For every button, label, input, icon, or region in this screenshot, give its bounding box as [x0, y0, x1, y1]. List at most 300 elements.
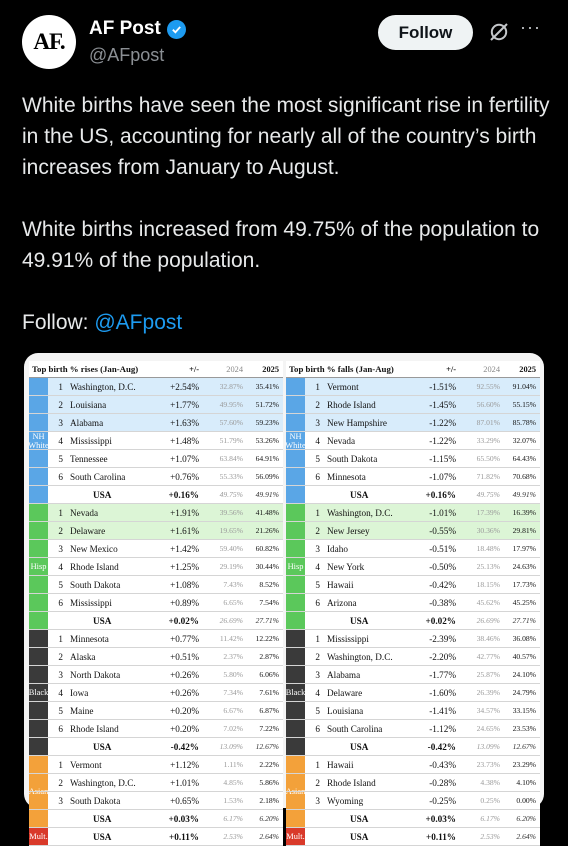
- value-2025-cell: 59.23%: [255, 418, 279, 427]
- value-2024-cell: 45.62%: [476, 598, 500, 607]
- usa-label: USA: [350, 489, 369, 500]
- table-row: [286, 540, 540, 558]
- change-cell: -1.22%: [429, 417, 456, 428]
- value-2024-cell: 38.46%: [476, 634, 500, 643]
- rank-cell: 1: [58, 507, 63, 518]
- change-cell: -1.22%: [429, 435, 456, 446]
- change-cell: +0.76%: [170, 471, 199, 482]
- value-2025-cell: 35.41%: [255, 382, 279, 391]
- column-header-2024: 2024: [483, 364, 500, 374]
- change-cell: -0.42%: [429, 579, 456, 590]
- table-row: [29, 468, 283, 486]
- value-2024-cell: 1.11%: [223, 760, 243, 769]
- usa-2024-cell: 26.69%: [219, 616, 243, 625]
- rank-cell: 6: [58, 723, 63, 734]
- usa-summary-row: [286, 810, 540, 828]
- state-cell: Maine: [70, 705, 94, 716]
- table-row: [286, 432, 540, 450]
- table-row: [286, 792, 540, 810]
- state-cell: Rhode Island: [327, 777, 376, 788]
- more-options-icon[interactable]: ···: [520, 17, 541, 37]
- usa-change-cell: +0.03%: [425, 813, 456, 824]
- state-cell: Alabama: [327, 669, 361, 680]
- group-mult: [29, 828, 283, 846]
- rank-cell: 3: [315, 417, 320, 428]
- state-cell: South Dakota: [70, 579, 121, 590]
- value-2024-cell: 23.73%: [476, 760, 500, 769]
- column-header-change: +/-: [446, 364, 456, 374]
- usa-2024-cell: 2.53%: [480, 832, 500, 841]
- value-2024-cell: 26.39%: [476, 688, 500, 697]
- usa-label: USA: [93, 489, 112, 500]
- value-2025-cell: 17.73%: [512, 580, 536, 589]
- rank-cell: 4: [315, 561, 320, 572]
- value-2024-cell: 18.48%: [476, 544, 500, 553]
- state-cell: Mississippi: [70, 597, 112, 608]
- state-cell: Delaware: [70, 525, 106, 536]
- state-cell: Nevada: [70, 507, 99, 518]
- value-2025-cell: 55.15%: [512, 400, 536, 409]
- value-2024-cell: 2.37%: [223, 652, 243, 661]
- state-cell: Mississippi: [327, 633, 369, 644]
- usa-2024-cell: 13.09%: [476, 742, 500, 751]
- table-row: [29, 648, 283, 666]
- rank-cell: 3: [315, 543, 320, 554]
- group-hisp: [286, 504, 540, 630]
- table-row: [29, 666, 283, 684]
- value-2024-cell: 24.65%: [476, 724, 500, 733]
- table-row: [286, 666, 540, 684]
- change-cell: +1.08%: [170, 579, 199, 590]
- table-row: [29, 378, 283, 396]
- group-white: [286, 378, 540, 504]
- usa-change-cell: +0.02%: [168, 615, 199, 626]
- state-cell: South Dakota: [70, 795, 121, 806]
- value-2024-cell: 7.02%: [223, 724, 243, 733]
- usa-summary-row: [29, 486, 283, 504]
- state-cell: Nevada: [327, 435, 356, 446]
- state-cell: Louisiana: [327, 705, 364, 716]
- state-cell: Washington, D.C.: [70, 381, 136, 392]
- usa-summary-row: [29, 828, 283, 846]
- state-cell: Rhode Island: [70, 561, 119, 572]
- rank-cell: 1: [315, 507, 320, 518]
- value-2025-cell: 21.26%: [255, 526, 279, 535]
- usa-summary-row: [29, 738, 283, 756]
- value-2025-cell: 30.44%: [255, 562, 279, 571]
- value-2025-cell: 64.43%: [512, 454, 536, 463]
- table-row: [29, 576, 283, 594]
- display-name[interactable]: AF Post: [89, 18, 161, 39]
- rank-cell: 3: [58, 543, 63, 554]
- value-2025-cell: 64.91%: [255, 454, 279, 463]
- table-row: [286, 414, 540, 432]
- usa-2025-cell: 2.64%: [516, 832, 536, 841]
- change-cell: +0.20%: [170, 723, 199, 734]
- table-row: [29, 432, 283, 450]
- usa-change-cell: -0.42%: [427, 741, 456, 752]
- follow-button[interactable]: Follow: [378, 15, 473, 50]
- change-cell: +1.01%: [170, 777, 199, 788]
- value-2024-cell: 4.85%: [223, 778, 243, 787]
- value-2024-cell: 57.60%: [219, 418, 243, 427]
- state-cell: Delaware: [327, 687, 363, 698]
- table-row: [286, 558, 540, 576]
- group-black: [286, 630, 540, 756]
- value-2024-cell: 25.87%: [476, 670, 500, 679]
- value-2024-cell: 7.34%: [223, 688, 243, 697]
- usa-2025-cell: 2.64%: [259, 832, 279, 841]
- value-2024-cell: 55.33%: [219, 472, 243, 481]
- group-label-mult: Mult.: [29, 828, 48, 845]
- usa-change-cell: +0.16%: [168, 489, 199, 500]
- tweet-text: [22, 90, 552, 338]
- usa-change-cell: +0.02%: [425, 615, 456, 626]
- rank-cell: 5: [315, 579, 320, 590]
- usa-change-cell: +0.11%: [169, 831, 199, 842]
- value-2024-cell: 30.36%: [476, 526, 500, 535]
- value-2025-cell: 24.63%: [512, 562, 536, 571]
- state-cell: Vermont: [327, 381, 359, 392]
- value-2024-cell: 6.65%: [223, 598, 243, 607]
- value-2025-cell: 5.86%: [259, 778, 279, 787]
- value-2025-cell: 33.15%: [512, 706, 536, 715]
- rank-cell: 3: [315, 669, 320, 680]
- group-label-hisp: Hisp: [29, 504, 48, 629]
- usa-2025-cell: 12.67%: [512, 742, 536, 751]
- column-header-2024: 2024: [226, 364, 243, 374]
- rank-cell: 4: [58, 561, 63, 572]
- rank-cell: 3: [58, 417, 63, 428]
- value-2024-cell: 29.19%: [219, 562, 243, 571]
- table-row: [29, 450, 283, 468]
- group-label-black: Black: [29, 630, 48, 755]
- table-row: [29, 594, 283, 612]
- change-cell: -0.50%: [429, 561, 456, 572]
- rank-cell: 1: [315, 633, 320, 644]
- value-2025-cell: 36.08%: [512, 634, 536, 643]
- rank-cell: 6: [315, 471, 320, 482]
- state-cell: Vermont: [70, 759, 102, 770]
- value-2025-cell: 41.48%: [255, 508, 279, 517]
- rank-cell: 4: [315, 435, 320, 446]
- change-cell: +0.65%: [170, 795, 199, 806]
- usa-change-cell: -0.42%: [170, 741, 199, 752]
- table-row: [286, 756, 540, 774]
- change-cell: -1.60%: [429, 687, 456, 698]
- table-row: [286, 630, 540, 648]
- value-2025-cell: 24.10%: [512, 670, 536, 679]
- table-row: [29, 540, 283, 558]
- usa-change-cell: +0.11%: [426, 831, 456, 842]
- state-cell: Iowa: [70, 687, 89, 698]
- value-2024-cell: 51.79%: [219, 436, 243, 445]
- value-2025-cell: 2.87%: [259, 652, 279, 661]
- value-2025-cell: 45.25%: [512, 598, 536, 607]
- usa-label: USA: [93, 831, 112, 842]
- rank-cell: 5: [315, 705, 320, 716]
- usa-summary-row: [29, 612, 283, 630]
- state-cell: Mississippi: [70, 435, 112, 446]
- value-2024-cell: 71.82%: [476, 472, 500, 481]
- value-2025-cell: 23.53%: [512, 724, 536, 733]
- handle[interactable]: @AFpost: [89, 45, 165, 65]
- state-cell: Hawaii: [327, 759, 354, 770]
- rank-cell: 6: [315, 597, 320, 608]
- group-asian: [286, 756, 540, 828]
- value-2024-cell: 18.15%: [476, 580, 500, 589]
- change-cell: +0.26%: [170, 669, 199, 680]
- value-2025-cell: 23.29%: [512, 760, 536, 769]
- state-cell: Louisiana: [70, 399, 107, 410]
- change-cell: -1.01%: [429, 507, 456, 518]
- change-cell: +1.48%: [170, 435, 199, 446]
- group-label-white: NH White: [286, 378, 305, 503]
- rank-cell: 3: [58, 669, 63, 680]
- rank-cell: 3: [315, 795, 320, 806]
- table-header-row: [286, 361, 540, 378]
- rank-cell: 1: [58, 381, 63, 392]
- value-2025-cell: 91.04%: [512, 382, 536, 391]
- rank-cell: 1: [58, 759, 63, 770]
- rank-cell: 2: [58, 399, 63, 410]
- follow-prefix: Follow:: [22, 311, 95, 334]
- tweet-paragraph-3: [22, 307, 552, 338]
- rank-cell: 6: [315, 723, 320, 734]
- rank-cell: 2: [315, 651, 320, 662]
- value-2024-cell: 0.25%: [480, 796, 500, 805]
- table-title: Top birth % falls (Jan-Aug): [289, 364, 394, 374]
- table-row: [29, 396, 283, 414]
- value-2024-cell: 56.60%: [476, 400, 500, 409]
- table-row: [29, 720, 283, 738]
- state-cell: New Hampshire: [327, 417, 387, 428]
- usa-2025-cell: 6.20%: [259, 814, 279, 823]
- value-2024-cell: 42.77%: [476, 652, 500, 661]
- state-cell: Alabama: [70, 417, 104, 428]
- state-cell: Wyoming: [327, 795, 364, 806]
- grok-icon[interactable]: [488, 21, 510, 43]
- change-cell: -0.38%: [429, 597, 456, 608]
- state-cell: Washington, D.C.: [327, 651, 393, 662]
- table-row: [286, 576, 540, 594]
- change-cell: +0.77%: [170, 633, 199, 644]
- value-2025-cell: 53.26%: [255, 436, 279, 445]
- rank-cell: 2: [58, 777, 63, 788]
- state-cell: Alaska: [70, 651, 96, 662]
- table-row: [286, 594, 540, 612]
- usa-change-cell: +0.03%: [168, 813, 199, 824]
- column-header-2025: 2025: [519, 364, 536, 374]
- state-cell: Idaho: [327, 543, 348, 554]
- usa-2024-cell: 13.09%: [219, 742, 243, 751]
- value-2024-cell: 63.84%: [219, 454, 243, 463]
- table-row: [29, 702, 283, 720]
- state-cell: Washington, D.C.: [70, 777, 136, 788]
- verified-badge-icon: [167, 20, 186, 39]
- change-cell: +0.51%: [170, 651, 199, 662]
- table-row: [286, 450, 540, 468]
- usa-label: USA: [350, 741, 369, 752]
- value-2025-cell: 56.09%: [255, 472, 279, 481]
- table-row: [286, 648, 540, 666]
- change-cell: -1.41%: [429, 705, 456, 716]
- table-row: [29, 414, 283, 432]
- value-2025-cell: 17.97%: [512, 544, 536, 553]
- change-cell: -2.20%: [429, 651, 456, 662]
- rank-cell: 1: [315, 381, 320, 392]
- table-row: [29, 504, 283, 522]
- table-row: [286, 396, 540, 414]
- group-asian: [29, 756, 283, 828]
- state-cell: New York: [327, 561, 365, 572]
- table-rises: [29, 361, 283, 846]
- rank-cell: 3: [58, 795, 63, 806]
- usa-summary-row: [29, 810, 283, 828]
- group-label-white: NH White: [29, 378, 48, 503]
- change-cell: +0.26%: [170, 687, 199, 698]
- table-row: [29, 684, 283, 702]
- value-2025-cell: 4.10%: [516, 778, 536, 787]
- usa-2024-cell: 49.75%: [219, 490, 243, 499]
- value-2024-cell: 39.56%: [219, 508, 243, 517]
- state-cell: Washington, D.C.: [327, 507, 393, 518]
- value-2024-cell: 33.29%: [476, 436, 500, 445]
- value-2025-cell: 2.22%: [259, 760, 279, 769]
- usa-2024-cell: 49.75%: [476, 490, 500, 499]
- table-row: [29, 558, 283, 576]
- state-cell: Minnesota: [327, 471, 366, 482]
- state-cell: South Dakota: [327, 453, 378, 464]
- rank-cell: 5: [315, 453, 320, 464]
- table-row: [29, 522, 283, 540]
- change-cell: -2.39%: [429, 633, 456, 644]
- value-2024-cell: 11.42%: [219, 634, 243, 643]
- change-cell: -0.43%: [429, 759, 456, 770]
- value-2024-cell: 5.80%: [223, 670, 243, 679]
- value-2025-cell: 51.72%: [255, 400, 279, 409]
- rank-cell: 6: [58, 471, 63, 482]
- usa-label: USA: [93, 741, 112, 752]
- usa-2025-cell: 27.71%: [512, 616, 536, 625]
- table-row: [29, 756, 283, 774]
- change-cell: -1.12%: [429, 723, 456, 734]
- value-2024-cell: 4.38%: [480, 778, 500, 787]
- usa-label: USA: [350, 813, 369, 824]
- table-row: [286, 522, 540, 540]
- avatar[interactable]: AF.: [22, 15, 76, 69]
- change-cell: +0.20%: [170, 705, 199, 716]
- state-cell: Rhode Island: [70, 723, 119, 734]
- usa-label: USA: [93, 615, 112, 626]
- usa-summary-row: [286, 486, 540, 504]
- value-2024-cell: 34.57%: [476, 706, 500, 715]
- value-2025-cell: 8.52%: [259, 580, 279, 589]
- rank-cell: 2: [315, 777, 320, 788]
- value-2025-cell: 0.00%: [516, 796, 536, 805]
- rank-cell: 5: [58, 705, 63, 716]
- usa-summary-row: [286, 738, 540, 756]
- value-2025-cell: 60.82%: [255, 544, 279, 553]
- table-row: [29, 774, 283, 792]
- change-cell: -1.51%: [429, 381, 456, 392]
- author-name-row: [89, 18, 186, 40]
- change-cell: +1.91%: [170, 507, 199, 518]
- tweet-paragraph-2: White births increased from 49.75% of the population to 49.91% of the population.: [22, 218, 540, 272]
- state-cell: New Mexico: [70, 543, 118, 554]
- value-2025-cell: 85.78%: [512, 418, 536, 427]
- value-2025-cell: 32.07%: [512, 436, 536, 445]
- rank-cell: 5: [58, 579, 63, 590]
- change-cell: +1.61%: [170, 525, 199, 536]
- value-2025-cell: 40.57%: [512, 652, 536, 661]
- rank-cell: 2: [315, 399, 320, 410]
- state-cell: Tennessee: [70, 453, 108, 464]
- change-cell: +1.25%: [170, 561, 199, 572]
- value-2024-cell: 87.01%: [476, 418, 500, 427]
- state-cell: North Dakota: [70, 669, 121, 680]
- value-2024-cell: 19.65%: [219, 526, 243, 535]
- table-row: [286, 378, 540, 396]
- table-row: [286, 702, 540, 720]
- usa-2024-cell: 2.53%: [223, 832, 243, 841]
- state-cell: South Carolina: [327, 723, 383, 734]
- state-cell: Hawaii: [327, 579, 354, 590]
- value-2024-cell: 25.13%: [476, 562, 500, 571]
- table-row: [286, 684, 540, 702]
- value-2024-cell: 49.95%: [219, 400, 243, 409]
- change-cell: +2.54%: [170, 381, 199, 392]
- usa-change-cell: +0.16%: [425, 489, 456, 500]
- column-header-2025: 2025: [262, 364, 279, 374]
- value-2025-cell: 7.61%: [259, 688, 279, 697]
- media-image[interactable]: [24, 353, 544, 842]
- change-cell: +1.12%: [170, 759, 199, 770]
- rank-cell: 1: [58, 633, 63, 644]
- change-cell: +1.42%: [170, 543, 199, 554]
- change-cell: +0.89%: [170, 597, 199, 608]
- value-2025-cell: 12.22%: [255, 634, 279, 643]
- table-row: [286, 468, 540, 486]
- group-label-mult: Mult.: [286, 828, 305, 845]
- change-cell: -1.45%: [429, 399, 456, 410]
- rank-cell: 6: [58, 597, 63, 608]
- rank-cell: 2: [315, 525, 320, 536]
- change-cell: -1.15%: [429, 453, 456, 464]
- table-row: [286, 774, 540, 792]
- table-falls: [286, 361, 540, 846]
- change-cell: +1.77%: [170, 399, 199, 410]
- usa-2025-cell: 49.91%: [512, 490, 536, 499]
- value-2024-cell: 32.87%: [219, 382, 243, 391]
- usa-summary-row: [286, 828, 540, 846]
- rank-cell: 4: [58, 687, 63, 698]
- group-white: [29, 378, 283, 504]
- group-hisp: [29, 504, 283, 630]
- usa-summary-row: [286, 612, 540, 630]
- mention-link[interactable]: @AFpost: [94, 311, 183, 334]
- state-cell: South Carolina: [70, 471, 126, 482]
- usa-2024-cell: 26.69%: [476, 616, 500, 625]
- value-2025-cell: 70.68%: [512, 472, 536, 481]
- value-2025-cell: 6.87%: [259, 706, 279, 715]
- usa-label: USA: [93, 813, 112, 824]
- change-cell: -0.25%: [429, 795, 456, 806]
- value-2025-cell: 16.39%: [512, 508, 536, 517]
- table-title: Top birth % rises (Jan-Aug): [32, 364, 139, 374]
- change-cell: -0.28%: [429, 777, 456, 788]
- usa-2025-cell: 6.20%: [516, 814, 536, 823]
